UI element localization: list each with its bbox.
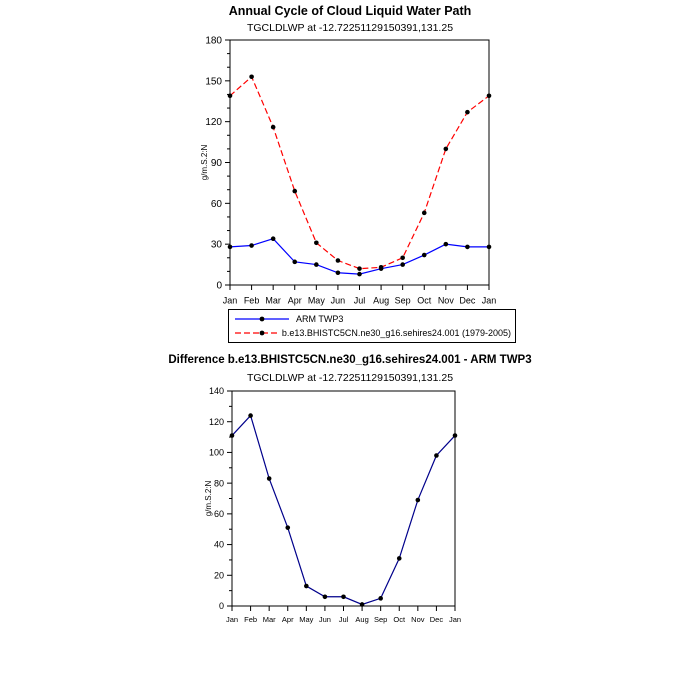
x-axis-tick-label: Mar bbox=[265, 295, 281, 306]
legend-line-sample-obs bbox=[233, 313, 291, 325]
data-point-marker bbox=[267, 476, 272, 481]
data-point-marker bbox=[249, 243, 254, 248]
x-axis-tick-label: Jun bbox=[318, 614, 331, 624]
data-point-marker bbox=[416, 498, 421, 503]
difference-chart-title: Difference b.e13.BHISTC5CN.ne30_g16.sehires24.001 - ARM TWP3 bbox=[168, 354, 532, 366]
y-axis-tick-label: 120 bbox=[205, 117, 222, 129]
x-axis-tick-label: Feb bbox=[244, 614, 258, 624]
legend-sample-marker bbox=[260, 331, 265, 336]
data-point-marker bbox=[285, 525, 290, 530]
legend-item-obs bbox=[233, 312, 511, 326]
data-point-marker bbox=[292, 189, 297, 194]
data-point-marker bbox=[434, 453, 439, 458]
y-axis-tick-label: 0 bbox=[216, 280, 222, 292]
legend-line-sample-model bbox=[233, 327, 277, 339]
data-point-marker bbox=[487, 245, 492, 250]
data-point-marker bbox=[271, 236, 276, 241]
x-axis-tick-label: Jan bbox=[448, 614, 462, 624]
data-point-marker bbox=[323, 594, 328, 599]
data-point-marker bbox=[422, 211, 427, 216]
data-point-marker bbox=[228, 245, 233, 250]
data-point-marker bbox=[249, 74, 254, 79]
y-axis-tick-label: 90 bbox=[210, 158, 222, 169]
y-axis-title: g/m.S.2:N bbox=[204, 480, 213, 517]
x-axis-tick-label: Aug bbox=[373, 295, 390, 306]
y-axis-tick-label: 30 bbox=[210, 239, 222, 251]
y-axis-tick-label: 40 bbox=[213, 539, 224, 550]
x-axis-tick-label: Sep bbox=[373, 614, 388, 624]
data-point-marker bbox=[487, 94, 492, 99]
data-point-marker bbox=[400, 255, 405, 260]
data-point-marker bbox=[314, 241, 319, 246]
y-axis-tick-label: 100 bbox=[208, 447, 224, 458]
x-axis-tick-label: Jan bbox=[222, 295, 238, 306]
x-axis-tick-label: Jan bbox=[225, 614, 239, 624]
y-axis-tick-label: 140 bbox=[208, 386, 224, 397]
x-axis-tick-label: Mar bbox=[262, 614, 276, 624]
data-point-marker bbox=[400, 262, 405, 267]
x-axis-tick-label: Nov bbox=[411, 614, 425, 624]
data-point-marker bbox=[357, 266, 362, 271]
y-axis-tick-label: 120 bbox=[208, 416, 224, 427]
x-axis-tick-label: Oct bbox=[393, 614, 406, 624]
x-axis-tick-label: Jul bbox=[338, 614, 349, 624]
legend-item-model bbox=[233, 326, 511, 340]
data-point-marker bbox=[230, 433, 235, 438]
y-axis-tick-label: 80 bbox=[213, 478, 224, 489]
data-point-marker bbox=[336, 258, 341, 263]
y-axis-tick-label: 180 bbox=[205, 35, 222, 47]
plot-frame bbox=[232, 391, 455, 606]
x-axis-tick-label: Feb bbox=[243, 295, 260, 306]
x-axis-tick-label: Apr bbox=[281, 614, 294, 624]
x-axis-tick-label: Oct bbox=[417, 295, 432, 306]
x-axis-tick-label: Aug bbox=[355, 614, 369, 624]
x-axis-tick-label: Jul bbox=[353, 295, 366, 306]
difference-chart-subtitle: TGCLDLWP at -12.72251129150391,131.25 bbox=[246, 372, 454, 384]
data-point-marker bbox=[360, 602, 365, 607]
x-axis-tick-label: Dec bbox=[429, 614, 444, 624]
x-axis-tick-label: Dec bbox=[459, 295, 476, 306]
data-point-marker bbox=[378, 596, 383, 601]
legend-sample-marker bbox=[260, 317, 265, 322]
data-point-marker bbox=[422, 253, 427, 258]
x-axis-tick-label: Sep bbox=[394, 295, 411, 306]
data-point-marker bbox=[465, 110, 470, 115]
data-point-marker bbox=[336, 270, 341, 275]
data-point-marker bbox=[304, 584, 309, 589]
y-axis-tick-label: 20 bbox=[213, 570, 224, 581]
x-axis-tick-label: Apr bbox=[287, 295, 302, 306]
data-point-marker bbox=[379, 265, 384, 270]
data-point-marker bbox=[248, 413, 253, 418]
data-point-marker bbox=[453, 433, 458, 438]
data-point-marker bbox=[357, 272, 362, 277]
legend-label-model: b.e13.BHISTC5CN.ne30_g16.sehires24.001 (1979-2005) bbox=[281, 328, 511, 338]
y-axis-tick-label: 60 bbox=[210, 198, 222, 210]
legend-box bbox=[228, 309, 516, 343]
data-point-marker bbox=[228, 94, 233, 99]
y-axis-tick-label: 150 bbox=[205, 76, 222, 88]
plot-frame bbox=[230, 40, 489, 285]
x-axis-tick-label: May bbox=[307, 295, 325, 306]
annual-cycle-chart-subtitle: TGCLDLWP at -12.72251129150391,131.25 bbox=[246, 22, 454, 34]
x-axis-tick-label: May bbox=[299, 614, 314, 624]
data-point-marker bbox=[444, 147, 449, 152]
data-point-marker bbox=[444, 242, 449, 247]
data-point-marker bbox=[271, 125, 276, 130]
annual-cycle-chart-title: Annual Cycle of Cloud Liquid Water Path bbox=[228, 4, 472, 18]
x-axis-tick-label: Jun bbox=[330, 295, 346, 306]
data-point-marker bbox=[397, 556, 402, 561]
y-axis-tick-label: 60 bbox=[213, 509, 224, 520]
data-point-marker bbox=[292, 260, 297, 265]
series-line bbox=[232, 416, 455, 605]
y-axis-title: g/m.S.2:N bbox=[200, 144, 209, 181]
data-point-marker bbox=[314, 262, 319, 267]
x-axis-tick-label: Jan bbox=[481, 295, 497, 306]
x-axis-tick-label: Nov bbox=[437, 295, 454, 306]
legend-label-obs: ARM TWP3 bbox=[296, 314, 344, 324]
data-point-marker bbox=[465, 245, 470, 250]
y-axis-tick-label: 0 bbox=[218, 601, 224, 612]
data-point-marker bbox=[341, 594, 346, 599]
